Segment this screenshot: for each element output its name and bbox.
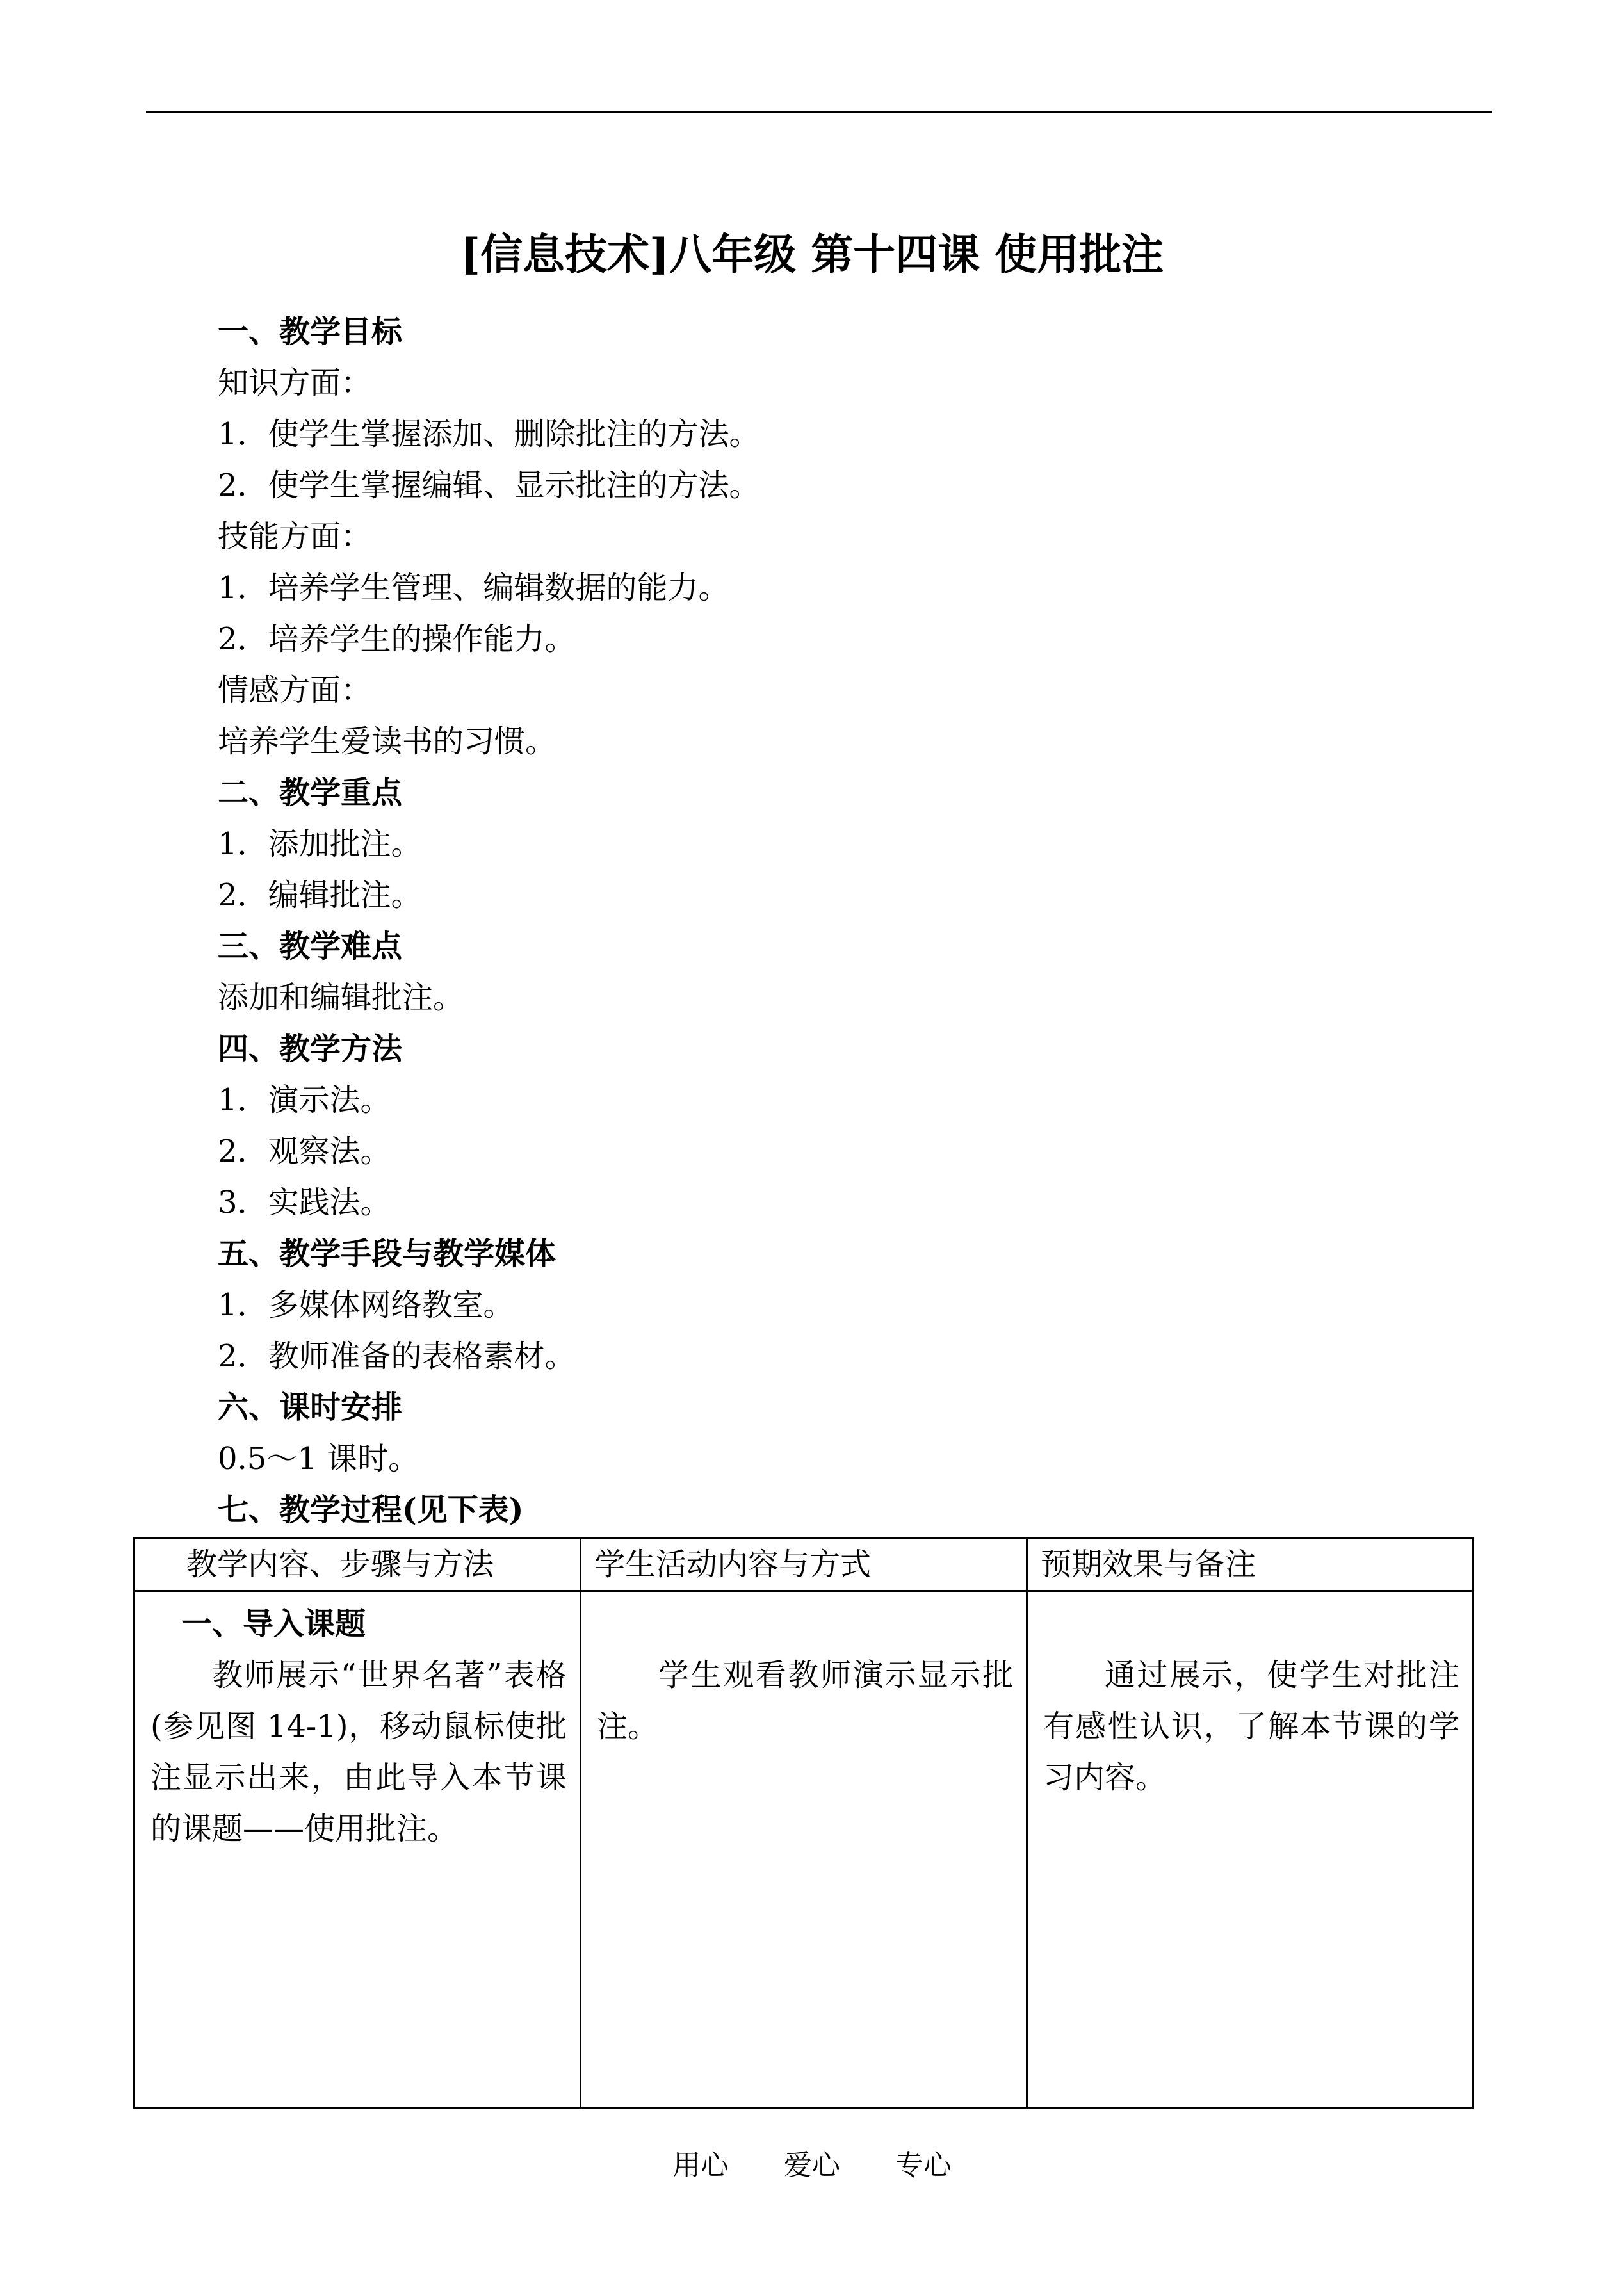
- table-header-cell: 学生活动内容与方式: [581, 1538, 1027, 1591]
- outline-line: 技能方面：: [218, 519, 372, 555]
- outline-line: 四、教学方法: [218, 1031, 403, 1067]
- page-footer: [0, 2146, 1624, 2185]
- student-activity: 学生观看教师演示显示批注。: [597, 1657, 1013, 1744]
- footer-word: 爱心: [784, 2149, 840, 2182]
- outline-line: 1．培养学生管理、编辑数据的能力。: [218, 570, 729, 606]
- step-heading: 一、导入课题: [181, 1606, 366, 1642]
- table-header-cell: 教学内容、步骤与方法: [134, 1538, 581, 1591]
- outline-line: 1．添加批注。: [218, 826, 422, 862]
- outline-line: 培养学生爱读书的习惯。: [218, 724, 556, 759]
- table-cell-student: [581, 1591, 1027, 2108]
- outline-line: 添加和编辑批注。: [218, 980, 464, 1016]
- table-cell-content: [134, 1591, 581, 2108]
- outline-line: 1．演示法。: [218, 1082, 391, 1118]
- teaching-process-table: [133, 1537, 1474, 2109]
- footer-word: 用心: [672, 2149, 729, 2182]
- table-cell-effect: [1027, 1591, 1474, 2108]
- outline-line: 一、教学目标: [218, 314, 403, 350]
- outline-line: 1．使学生掌握添加、删除批注的方法。: [218, 416, 760, 452]
- outline-line: 2．使学生掌握编辑、显示批注的方法。: [218, 467, 760, 503]
- outline-line: 二、教学重点: [218, 775, 403, 811]
- outline-line: 1．多媒体网络教室。: [218, 1287, 514, 1323]
- outline-line: 2．编辑批注。: [218, 877, 422, 913]
- outline-line: 五、教学手段与教学媒体: [218, 1236, 556, 1272]
- outline-line: 2．观察法。: [218, 1133, 391, 1169]
- lesson-outline: [218, 306, 1498, 1536]
- outline-line: 六、课时安排: [218, 1390, 403, 1425]
- footer-word: 专心: [895, 2149, 952, 2182]
- outline-line: 3．实践法。: [218, 1185, 391, 1220]
- step-description: 教师展示“世界名著”表格(参见图 14-1)，移动鼠标使批注显示出来，由此导入本节课的课题——使用批注。: [150, 1657, 567, 1847]
- expected-effect: 通过展示，使学生对批注有感性认识，了解本节课的学习内容。: [1043, 1657, 1459, 1796]
- header-rule: [146, 111, 1492, 113]
- table-row: [134, 1591, 1474, 2108]
- outline-line: 七、教学过程(见下表): [218, 1492, 524, 1528]
- outline-line: 三、教学难点: [218, 929, 403, 964]
- table-header-cell: 预期效果与备注: [1027, 1538, 1474, 1591]
- outline-line: 0.5～1 课时。: [218, 1441, 419, 1477]
- table-header-row: [134, 1538, 1474, 1591]
- outline-line: 2．培养学生的操作能力。: [218, 621, 576, 657]
- outline-line: 知识方面：: [218, 365, 372, 401]
- outline-line: 2．教师准备的表格素材。: [218, 1338, 576, 1374]
- document-title: [信息技术]八年级 第十四课 使用批注: [460, 229, 1164, 279]
- outline-line: 情感方面：: [218, 672, 372, 708]
